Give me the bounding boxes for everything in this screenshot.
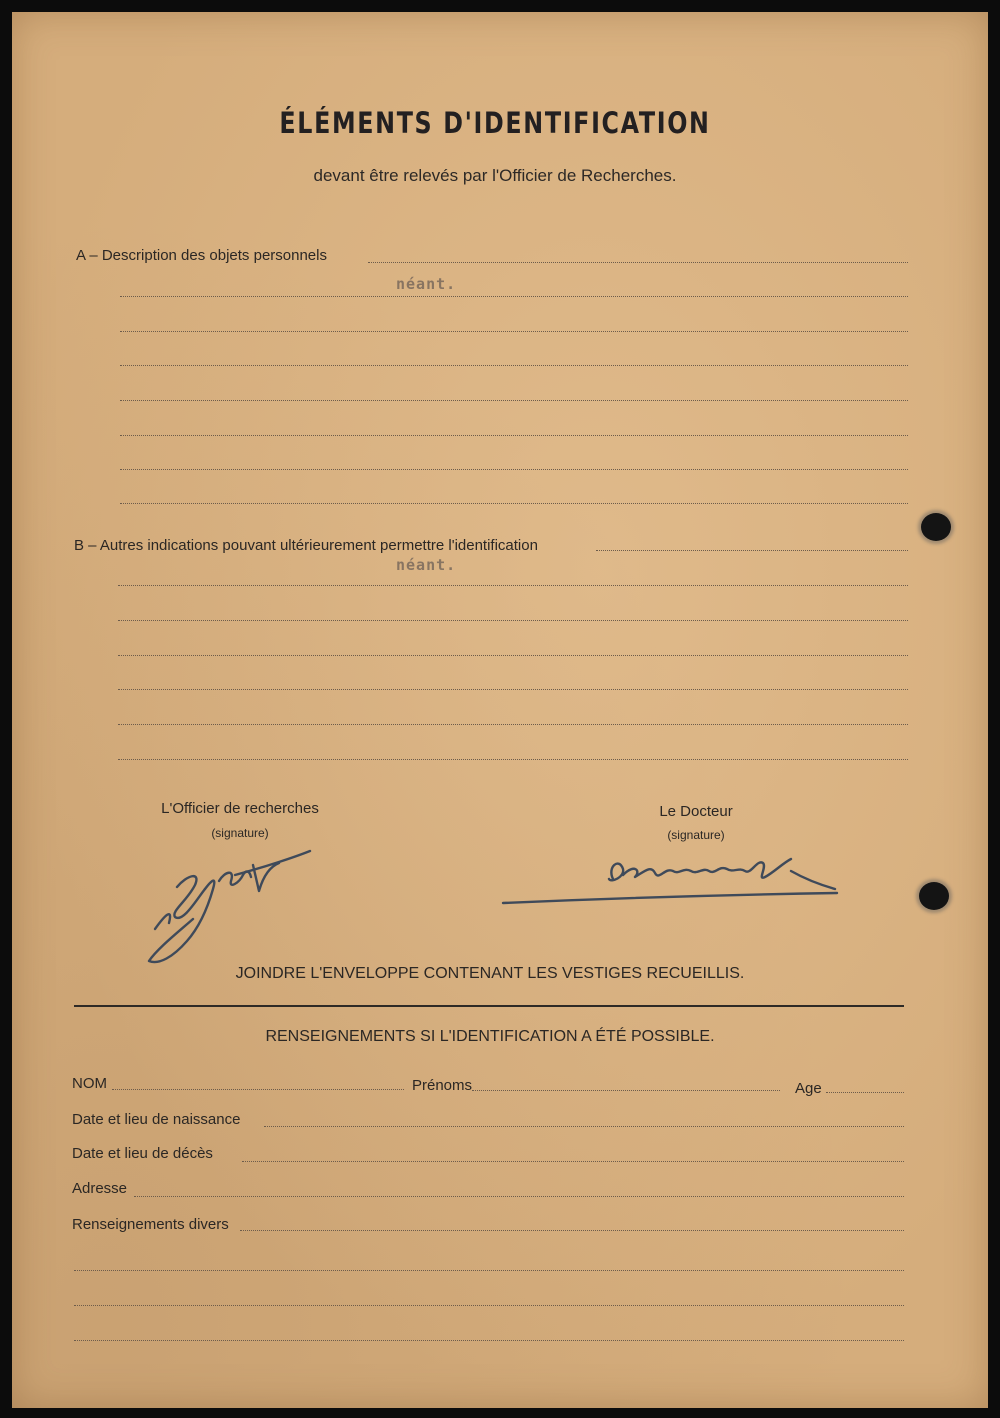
- section-a-line[interactable]: [120, 469, 908, 470]
- doctor-signature: [495, 845, 845, 915]
- deces-label: Date et lieu de décès: [72, 1145, 213, 1162]
- officer-signature: [135, 845, 325, 970]
- section-a-line[interactable]: [368, 262, 908, 263]
- punch-hole-upper: [921, 513, 951, 541]
- section-a-line[interactable]: [120, 365, 908, 366]
- section-a-typed-value: néant.: [396, 275, 457, 293]
- nom-field[interactable]: [112, 1089, 404, 1090]
- deces-field[interactable]: [242, 1161, 904, 1162]
- section-b-line[interactable]: [118, 724, 908, 725]
- form-sheet: [12, 12, 988, 1408]
- section-a-label: A – Description des objets personnels: [76, 247, 327, 264]
- section-b-label: B – Autres indications pouvant ultérieurement permettre l'identification: [74, 537, 538, 554]
- section-a-line[interactable]: [120, 435, 908, 436]
- doctor-signature-title: Le Docteur: [659, 803, 733, 820]
- naissance-field[interactable]: [264, 1126, 904, 1127]
- prenoms-label: Prénoms: [412, 1077, 473, 1094]
- page-title: ÉLÉMENTS D'IDENTIFICATION: [279, 106, 711, 140]
- age-field[interactable]: [826, 1092, 904, 1093]
- section-a-line[interactable]: [120, 400, 908, 401]
- divers-field[interactable]: [74, 1270, 904, 1271]
- section-divider: [74, 1005, 904, 1007]
- page-subtitle: devant être relevés par l'Officier de Recherches.: [313, 166, 677, 185]
- section-b-line[interactable]: [118, 689, 908, 690]
- age-label: Age: [795, 1080, 822, 1097]
- section-a-line[interactable]: [120, 296, 908, 297]
- section-a-line[interactable]: [120, 331, 908, 332]
- section-b-typed-value: néant.: [396, 556, 457, 574]
- punch-hole-lower: [919, 882, 949, 910]
- section-b-line[interactable]: [118, 585, 908, 586]
- divers-field[interactable]: [240, 1230, 904, 1231]
- officer-signature-title: L'Officier de recherches: [161, 800, 319, 817]
- section-a-line[interactable]: [120, 503, 908, 504]
- adresse-field[interactable]: [134, 1196, 904, 1197]
- envelope-instruction: JOINDRE L'ENVELOPPE CONTENANT LES VESTIGES RECUEILLIS.: [235, 965, 745, 982]
- divers-field[interactable]: [74, 1305, 904, 1306]
- divers-label: Renseignements divers: [72, 1216, 229, 1233]
- nom-label: NOM: [72, 1075, 107, 1092]
- adresse-label: Adresse: [72, 1180, 128, 1197]
- officer-signature-sub: (signature): [211, 826, 269, 840]
- prenoms-field[interactable]: [472, 1090, 780, 1091]
- doctor-signature-sub: (signature): [667, 828, 725, 842]
- naissance-label: Date et lieu de naissance: [72, 1111, 241, 1128]
- section-b-line[interactable]: [118, 655, 908, 656]
- divers-field[interactable]: [74, 1340, 904, 1341]
- section-b-line[interactable]: [596, 550, 908, 551]
- section-b-line[interactable]: [118, 759, 908, 760]
- info-section-heading: RENSEIGNEMENTS SI L'IDENTIFICATION A ÉTÉ POSSIBLE.: [265, 1028, 715, 1045]
- section-b-line[interactable]: [118, 620, 908, 621]
